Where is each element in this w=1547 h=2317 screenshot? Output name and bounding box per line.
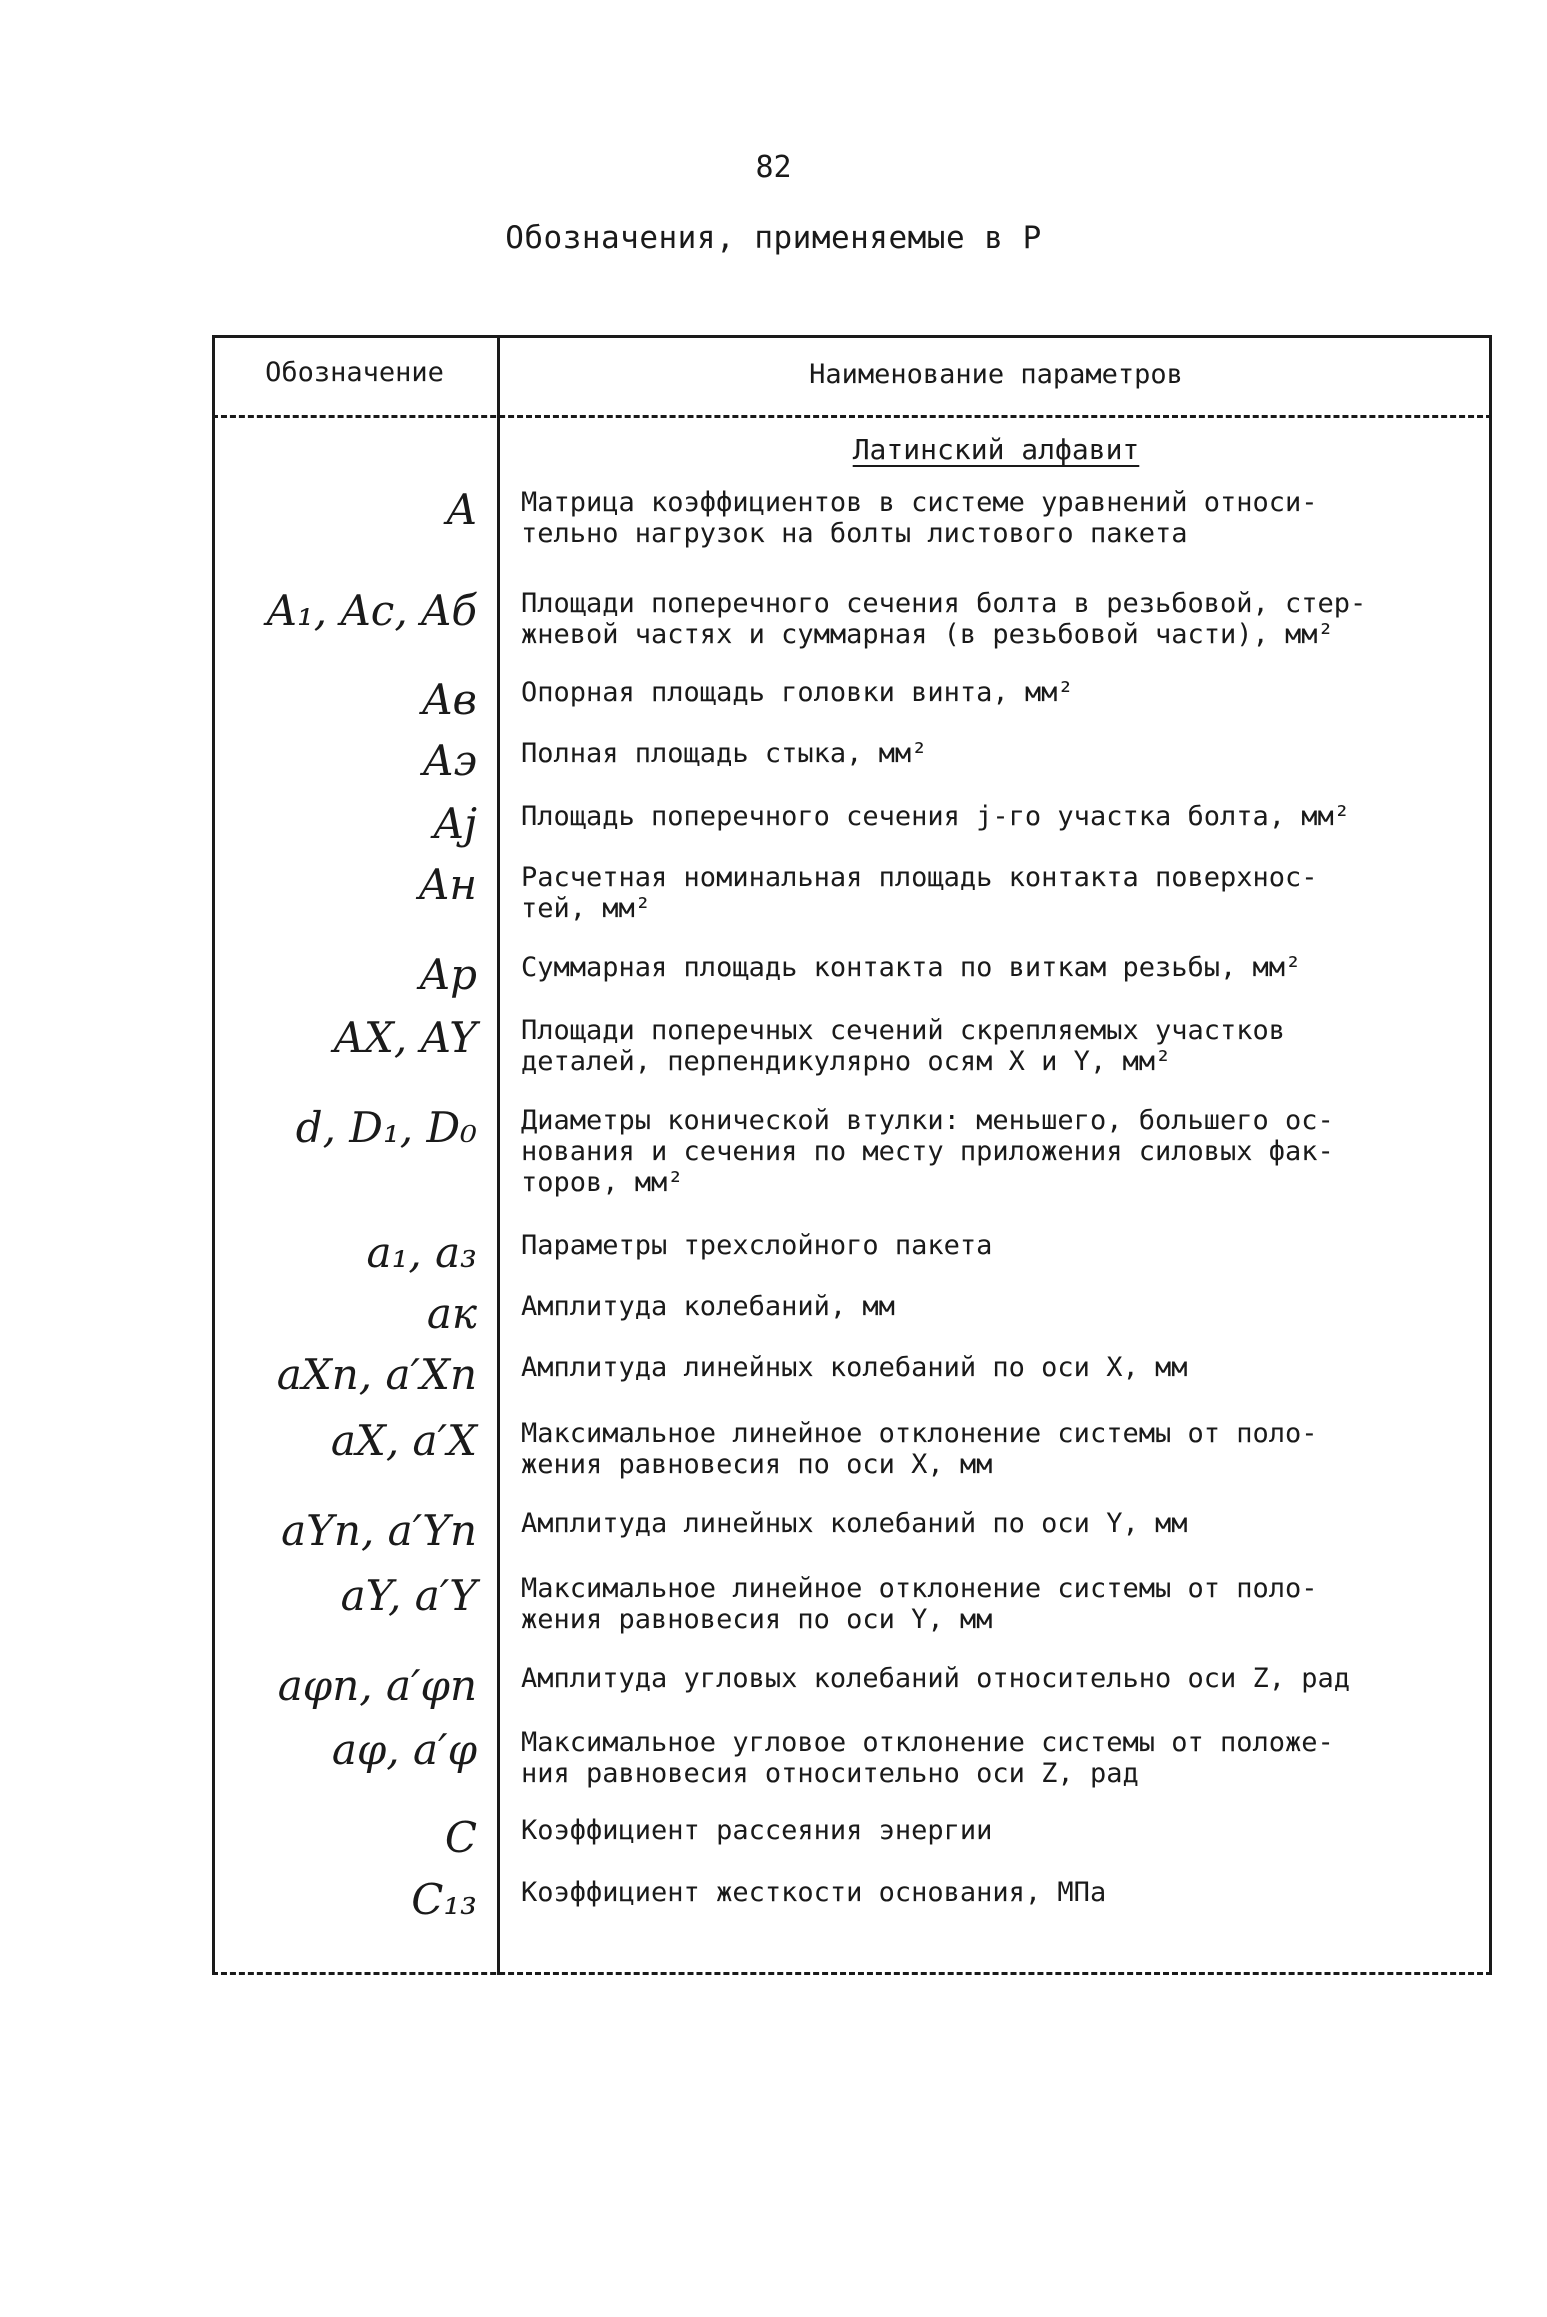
table-row xyxy=(212,862,1492,924)
table-row xyxy=(212,1508,1492,1554)
table-row xyxy=(212,677,1492,723)
header-name: Наименование параметров xyxy=(809,359,1183,390)
row-symbol: a₁, a₃ xyxy=(366,1228,477,1277)
row-description: Амплитуда линейных колебаний по оси X, мм xyxy=(521,1352,1188,1383)
row-symbol: Aн xyxy=(419,860,477,909)
section-title xyxy=(500,433,1492,466)
page-number: 82 xyxy=(755,150,792,185)
table-row xyxy=(212,801,1492,847)
row-description: Максимальное линейное отклонение системы от поло- жения равновесия по оси X, мм xyxy=(521,1418,1318,1480)
row-description: Амплитуда угловых колебаний относительно оси Z, рад xyxy=(521,1663,1351,1694)
table-row xyxy=(212,1418,1492,1480)
table-row xyxy=(212,1105,1492,1198)
row-description: Диаметры конической втулки: меньшего, большего ос- нования и сечения по месту приложения силовых фак- торов, мм² xyxy=(521,1105,1334,1198)
section-title-text: Латинский алфавит xyxy=(852,433,1140,466)
table-row xyxy=(212,738,1492,784)
row-description: Максимальное линейное отклонение системы от поло- жения равновесия по оси Y, мм xyxy=(521,1573,1318,1635)
row-description: Площадь поперечного сечения j-го участка болта, мм² xyxy=(521,801,1351,832)
table-row xyxy=(212,952,1492,998)
row-description: Параметры трехслойного пакета xyxy=(521,1230,993,1261)
row-symbol: A xyxy=(446,485,477,534)
row-symbol: C xyxy=(444,1813,477,1862)
row-symbol: aφ, a′φ xyxy=(331,1725,477,1774)
row-symbol: aXп, a′Xп xyxy=(276,1350,477,1399)
page-title: Обозначения, применяемые в Р xyxy=(505,220,1042,256)
row-symbol: AX, AY xyxy=(333,1013,477,1062)
table-row xyxy=(212,487,1492,549)
row-description: Коэффициент жесткости основания, МПа xyxy=(521,1877,1107,1908)
table-header-rule xyxy=(212,415,1492,418)
table-row xyxy=(212,588,1492,650)
notation-table xyxy=(212,335,1492,1975)
row-description: Матрица коэффициентов в системе уравнений относи- тельно нагрузок на болты листового пакета xyxy=(521,487,1318,549)
table-row xyxy=(212,1815,1492,1861)
row-description: Амплитуда линейных колебаний по оси Y, мм xyxy=(521,1508,1188,1539)
row-symbol: A₁, Aс, Aб xyxy=(266,586,477,635)
row-symbol: Aэ xyxy=(423,736,477,785)
table-bottom-rule xyxy=(212,1972,1492,1975)
table-row xyxy=(212,1663,1492,1709)
row-symbol: aк xyxy=(426,1289,477,1338)
row-symbol: C₁₃ xyxy=(411,1875,477,1924)
row-symbol: Aр xyxy=(419,950,477,999)
row-symbol: aX, a′X xyxy=(330,1416,477,1465)
table-row xyxy=(212,1573,1492,1635)
row-description: Амплитуда колебаний, мм xyxy=(521,1291,895,1322)
table-top-rule xyxy=(212,335,1492,338)
row-description: Суммарная площадь контакта по виткам резьбы, мм² xyxy=(521,952,1302,983)
table-row xyxy=(212,1291,1492,1337)
row-description: Полная площадь стыка, мм² xyxy=(521,738,928,769)
row-description: Максимальное угловое отклонение системы от положе- ния равновесия относительно оси Z, рад xyxy=(521,1727,1334,1789)
row-description: Расчетная номинальная площадь контакта поверхнос- тей, мм² xyxy=(521,862,1318,924)
table-row xyxy=(212,1877,1492,1923)
table-row xyxy=(212,1230,1492,1276)
row-symbol: Aв xyxy=(422,675,477,724)
row-symbol: d, D₁, D₀ xyxy=(295,1103,477,1152)
table-row xyxy=(212,1015,1492,1077)
row-symbol: Aj xyxy=(433,799,477,848)
row-description: Коэффициент рассеяния энергии xyxy=(521,1815,993,1846)
row-symbol: aφп, a′φп xyxy=(277,1661,477,1710)
row-description: Опорная площадь головки винта, мм² xyxy=(521,677,1074,708)
table-row xyxy=(212,1727,1492,1789)
row-symbol: aY, a′Y xyxy=(340,1571,477,1620)
row-symbol: aYп, a′Yп xyxy=(281,1506,477,1555)
row-description: Площади поперечного сечения болта в резьбовой, стер- жневой частях и суммарная (в резьбовой части), мм² xyxy=(521,588,1367,650)
table-row xyxy=(212,1352,1492,1398)
row-description: Площади поперечных сечений скрепляемых участков деталей, перпендикулярно осям X и Y, мм² xyxy=(521,1015,1286,1077)
header-symbol: Обозначение xyxy=(265,357,444,388)
